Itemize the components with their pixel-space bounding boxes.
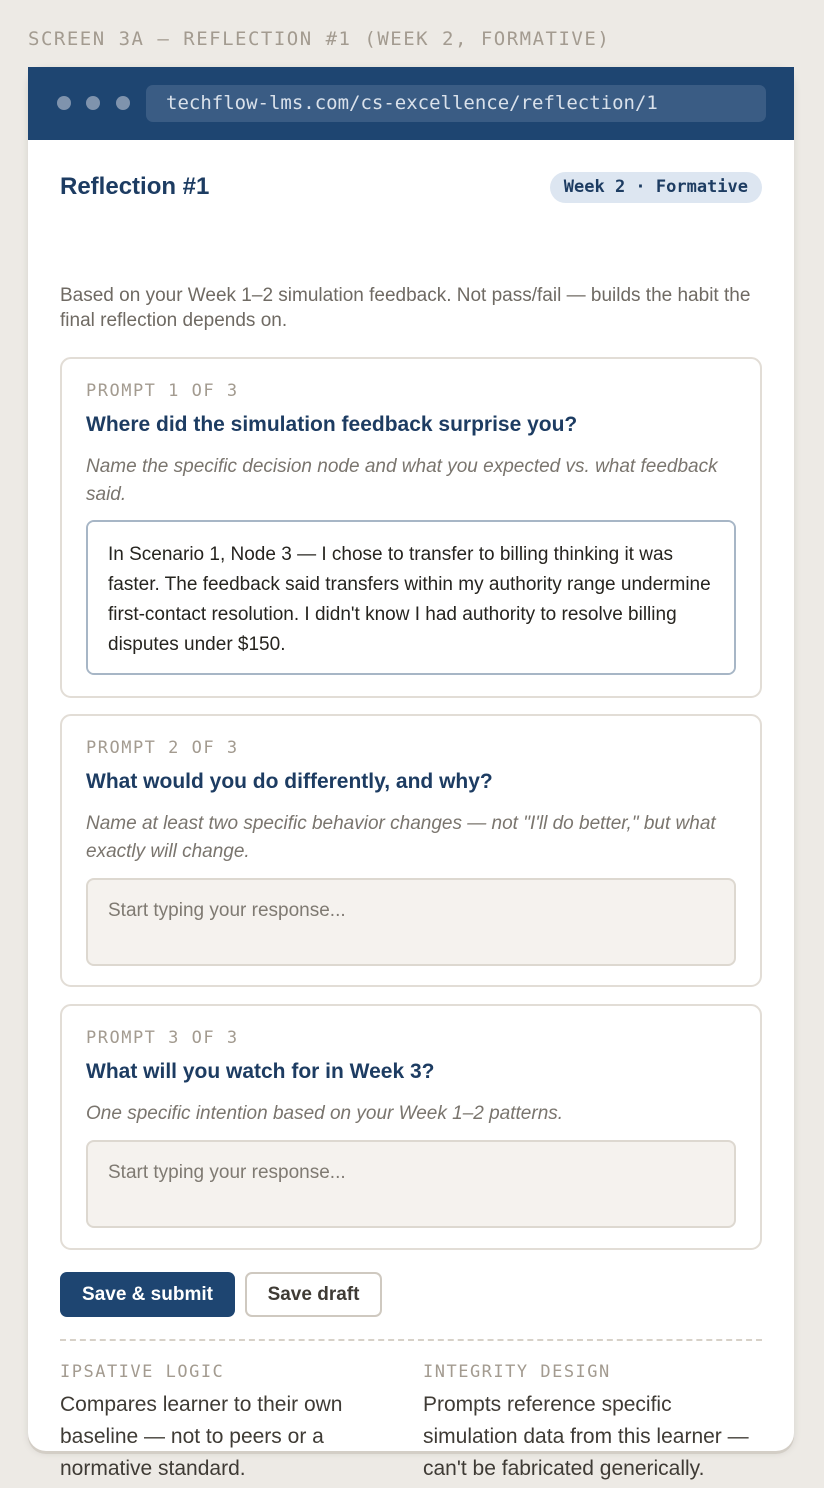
prompt-question: What would you do differently, and why? [86,770,493,793]
page-title: Reflection #1 [60,173,210,200]
window-dot-icon [116,96,130,110]
section-divider [60,1339,762,1341]
prompt-card-3 [60,1004,762,1250]
note-ipsative [60,1362,400,1485]
note-label: IPSATIVE LOGIC [60,1362,225,1382]
window-dot-icon [57,96,71,110]
prompt-label: PROMPT 1 OF 3 [86,381,239,401]
intro-text: Based on your Week 1–2 simulation feedback. Not pass/fail — builds the habit the final reflection depends on. [60,285,751,331]
note-integrity [423,1362,763,1485]
browser-window [28,67,794,1480]
window-dot-icon [86,96,100,110]
week-badge: Week 2 · Formative [550,172,762,203]
browser-titlebar [28,67,794,140]
prompt-label: PROMPT 3 OF 3 [86,1028,239,1048]
prompt-hint: Name at least two specific behavior changes — not "I'll do better," but what exactly will change. [86,813,716,862]
prompt-question: What will you watch for in Week 3? [86,1060,435,1083]
response-input-3[interactable] [86,1140,736,1228]
prompt-question: Where did the simulation feedback surprise you? [86,413,578,436]
prompt-card-2 [60,714,762,987]
response-input-1[interactable] [86,520,736,675]
prompt-hint: One specific intention based on your Week 1–2 patterns. [86,1103,564,1124]
prompt-label: PROMPT 2 OF 3 [86,738,239,758]
note-label: INTEGRITY DESIGN [423,1362,611,1382]
note-text: Compares learner to their own baseline — not to peers or a normative standard. [60,1393,343,1480]
response-input-2[interactable] [86,878,736,966]
prompt-card-1 [60,357,762,698]
save-draft-button[interactable]: Save draft [245,1272,382,1317]
url-bar[interactable]: techflow-lms.com/cs-excellence/reflection/1 [146,85,766,122]
note-text: Prompts reference specific simulation data from this learner — can't be fabricated generically. [423,1393,749,1480]
screen-label: SCREEN 3A — REFLECTION #1 (WEEK 2, FORMATIVE) [28,28,611,50]
save-submit-button[interactable]: Save & submit [60,1272,235,1317]
prompt-hint: Name the specific decision node and what you expected vs. what feedback said. [86,456,718,505]
